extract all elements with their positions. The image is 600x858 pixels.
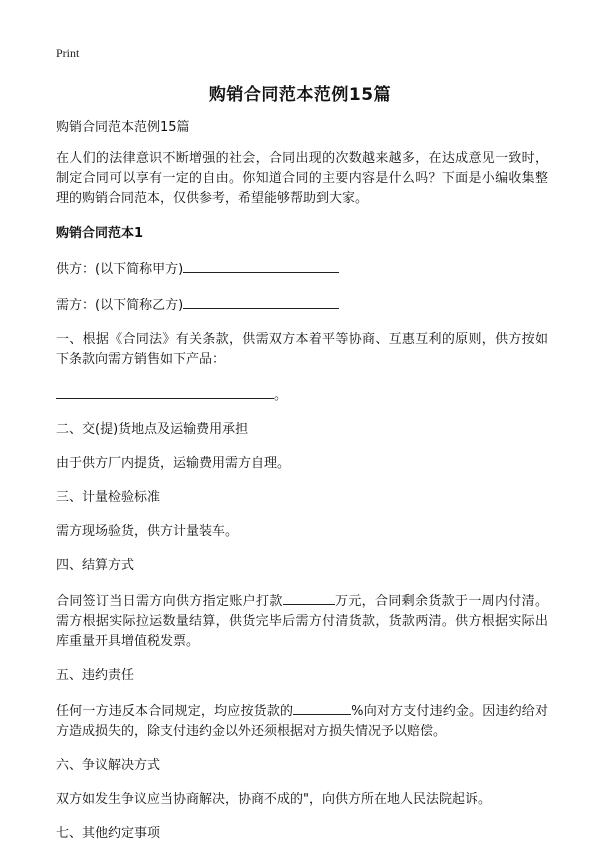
intro-paragraph: 在人们的法律意识不断增强的社会，合同出现的次数越来越多，在达成意见一致时，制定合同可以享有一定的自由。你知道合同的主要内容是什么吗？下面是小编收集整理的购销合同范本，仅供参考，希望能够帮助到大家。 <box>56 151 548 206</box>
print-link[interactable]: Print <box>56 46 80 60</box>
buyer-label: 需方：(以下简称乙方) <box>56 298 184 313</box>
clause-4-text-start: 合同签订当日需方向供方指定账户打款 <box>56 594 283 609</box>
supplier-blank <box>183 258 339 273</box>
buyer-blank <box>183 294 339 309</box>
clause-2-heading: 二、交(提)货地点及运输费用承担 <box>56 422 249 437</box>
clause-5-text-end: %向对方支付违约金。因违约给对方造成损失的，除支付违约金以外还须根据对方损失情况予以赔偿。 <box>56 704 548 739</box>
amount-blank <box>283 590 335 605</box>
document-title: 购销合同范本范例15篇 <box>208 85 392 105</box>
product-blank <box>56 384 274 399</box>
document-subtitle: 购销合同范本范例15篇 <box>56 120 190 135</box>
buyer-line <box>56 294 548 316</box>
clause-5-body <box>56 700 548 742</box>
clause-4-body <box>56 590 548 652</box>
product-line-end: 。 <box>274 388 288 403</box>
clause-4-text-end: 万元，合同剩余货款于一周内付清。需方根据实际拉运数量结算，供货完毕后需方付清货款，货款两清。供方根据实际出库重量开具增值税发票。 <box>56 594 548 649</box>
clause-1: 一、根据《合同法》有关条款，供需双方本着平等协商、互惠互利的原则，供方按如下条款向需方销售如下产品： <box>56 332 548 367</box>
product-line <box>56 384 548 406</box>
clause-2-body: 由于供方厂内提货，运输费用需方自理。 <box>56 456 291 471</box>
supplier-line <box>56 258 548 280</box>
clause-3-heading: 三、计量检验标准 <box>56 490 161 505</box>
clause-7-heading: 七、其他约定事项 <box>56 826 161 841</box>
document-body <box>56 118 548 858</box>
clause-6-body: 双方如发生争议应当协商解决，协商不成的"，向供方所在地人民法院起诉。 <box>56 792 491 807</box>
clause-6-heading: 六、争议解决方式 <box>56 758 161 773</box>
percent-blank <box>293 700 351 715</box>
clause-5-text-start: 任何一方违反本合同规定，均应按货款的 <box>56 704 294 719</box>
clause-5-heading: 五、违约责任 <box>56 668 135 683</box>
supplier-label: 供方：(以下简称甲方) <box>56 262 184 277</box>
clause-3-body: 需方现场验货，供方计量装车。 <box>56 524 239 539</box>
clause-4-heading: 四、结算方式 <box>56 558 135 573</box>
section-heading: 购销合同范本1 <box>56 226 144 241</box>
